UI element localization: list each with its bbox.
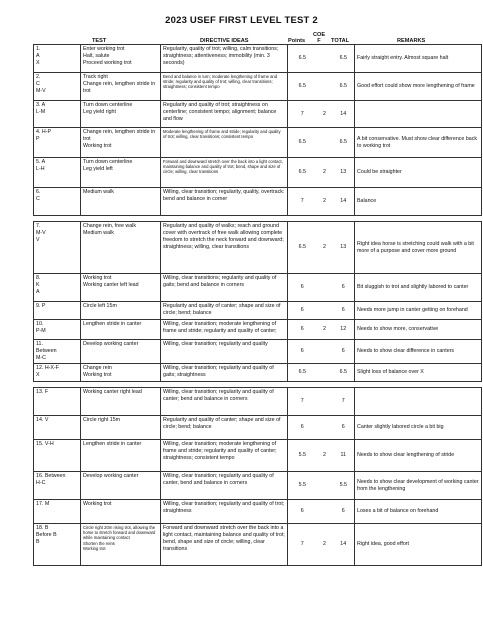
total-cell: 6.5 xyxy=(333,45,355,73)
total-cell: 5.5 xyxy=(333,472,355,500)
movement-row xyxy=(34,472,482,500)
points-cell: 7 xyxy=(288,524,317,566)
movement-letters: 10. P-M xyxy=(34,320,81,340)
points-cell: 6 xyxy=(288,340,317,364)
header-test: TEST xyxy=(92,38,107,44)
movement-row xyxy=(34,101,482,128)
movement-description: Develop working canter xyxy=(81,472,161,500)
remarks-cell xyxy=(355,388,482,416)
movement-row xyxy=(34,302,482,320)
header-directive: DIRECTIVE IDEAS xyxy=(200,38,249,44)
total-cell: 11 xyxy=(333,440,355,472)
coef-cell: 2 xyxy=(317,222,333,274)
directive-ideas: Willing, clear transition; regularity and quality of canter, bend and balance in corners xyxy=(161,472,288,500)
remarks-cell: Loses a bit of balance on forehand xyxy=(355,500,482,524)
directive-ideas: Regularity, quality of trot; willing, calm transitions; straightness; attentiveness; immobility (min. 3 seconds) xyxy=(161,45,288,73)
total-cell: 6.5 xyxy=(333,128,355,158)
movement-letters: 13. F xyxy=(34,388,81,416)
movement-row xyxy=(34,128,482,158)
remarks-cell: Bit sluggish to trot and slightly labored to canter xyxy=(355,274,482,302)
movement-row xyxy=(34,500,482,524)
total-cell: 14 xyxy=(333,188,355,216)
total-cell: 14 xyxy=(333,101,355,128)
movement-letters: 2. C M-V xyxy=(34,73,81,101)
movement-description: Medium walk xyxy=(81,188,161,216)
points-cell: 6.5 xyxy=(288,128,317,158)
remarks-cell: Fairly straight entry. Almost square halt xyxy=(355,45,482,73)
coef-cell xyxy=(317,500,333,524)
movement-letters: 15. V-H xyxy=(34,440,81,472)
points-cell: 7 xyxy=(288,388,317,416)
points-cell: 7 xyxy=(288,101,317,128)
remarks-cell: Good effort could show more lengthening of frame xyxy=(355,73,482,101)
movement-row xyxy=(34,388,482,416)
coef-cell xyxy=(317,302,333,320)
coef-cell: 2 xyxy=(317,524,333,566)
points-cell: 6.5 xyxy=(288,222,317,274)
total-cell: 6 xyxy=(333,302,355,320)
coef-cell: 2 xyxy=(317,158,333,188)
movement-letters: 14. V xyxy=(34,416,81,440)
movement-row xyxy=(34,364,482,382)
total-cell: 6 xyxy=(333,500,355,524)
total-cell: 14 xyxy=(333,524,355,566)
points-cell: 5.5 xyxy=(288,440,317,472)
points-cell: 6 xyxy=(288,302,317,320)
movement-letters: 7. M-V V xyxy=(34,222,81,274)
total-cell: 7 xyxy=(333,388,355,416)
directive-ideas: Willing, clear transitions; regularity and quality of gaits; bend and balance in corners xyxy=(161,274,288,302)
movement-row xyxy=(34,222,482,274)
remarks-cell: Right idea horse is stretching could walk with a bit more of a purpose and cover more ground xyxy=(355,222,482,274)
remarks-cell xyxy=(355,101,482,128)
movement-letters: 3. A L-M xyxy=(34,101,81,128)
movement-letters: 9. P xyxy=(34,302,81,320)
movement-letters: 1. A X xyxy=(34,45,81,73)
movement-letters: 6. C xyxy=(34,188,81,216)
directive-ideas: Willing, clear transition; regularity and quality xyxy=(161,340,288,364)
directive-ideas: Bend and balance in turn; moderate lengthening of frame and stride; regularity and quality of trot; willing, clear transitions; straightness; consistent tempo xyxy=(161,73,288,101)
header-coef: COE F xyxy=(312,32,326,44)
movement-description: Change rein, free walk Medium walk xyxy=(81,222,161,274)
directive-ideas: Forward and downward stretch over the back into a light contact, maintaining balance and quality of trot; bend, shape and size of circle; willing, clear transitions xyxy=(161,524,288,566)
movement-letters: 12. H-X-F X xyxy=(34,364,81,382)
movement-letters: 11. Between M-C xyxy=(34,340,81,364)
movement-letters: 16. Between H-C xyxy=(34,472,81,500)
coef-cell: 2 xyxy=(317,320,333,340)
remarks-cell: Needs to show clear lengthening of stride xyxy=(355,440,482,472)
movement-row xyxy=(34,45,482,73)
header-points: Points xyxy=(288,38,306,44)
total-cell: 6.5 xyxy=(333,364,355,382)
movement-description: Working canter right lead xyxy=(81,388,161,416)
remarks-cell: Canter slightly labored circle a bit big xyxy=(355,416,482,440)
remarks-cell: A bit conservative. Must show clear difference back to working trot xyxy=(355,128,482,158)
points-cell: 6.5 xyxy=(288,364,317,382)
directive-ideas: Willing, clear transition; moderate lengthening of frame and stride; regularity and quality of canter; xyxy=(161,320,288,340)
movement-description: Enter working trot Halt, salute Proceed working trot xyxy=(81,45,161,73)
coef-cell xyxy=(317,73,333,101)
directive-ideas: Willing, clear transition; regularity and quality of canter; bend and balance in corners xyxy=(161,388,288,416)
total-cell: 6 xyxy=(333,274,355,302)
points-cell: 6.5 xyxy=(288,45,317,73)
remarks-cell: Needs to show more, conservative xyxy=(355,320,482,340)
remarks-cell: Balance xyxy=(355,188,482,216)
coef-cell xyxy=(317,274,333,302)
movement-description: Lengthen stride in canter xyxy=(81,320,161,340)
movement-letters: 8. K A xyxy=(34,274,81,302)
header-total: TOTAL xyxy=(331,38,350,44)
coef-cell xyxy=(317,340,333,364)
movement-letters: 17. M xyxy=(34,500,81,524)
movement-row xyxy=(34,158,482,188)
directive-ideas: Willing, clear transition; regularity and quality of gaits; straightness xyxy=(161,364,288,382)
directive-ideas: Willing, clear transition; regularity, quality, overtrack: bend and balance in corner xyxy=(161,188,288,216)
test-title: 2023 USEF FIRST LEVEL TEST 2 xyxy=(165,15,318,26)
movement-row xyxy=(34,340,482,364)
total-cell: 13 xyxy=(333,222,355,274)
movement-row xyxy=(34,274,482,302)
coef-cell: 2 xyxy=(317,101,333,128)
movement-row xyxy=(34,440,482,472)
points-cell: 5.5 xyxy=(288,472,317,500)
movement-description: Working trot Working canter left lead xyxy=(81,274,161,302)
total-cell: 13 xyxy=(333,158,355,188)
movement-row xyxy=(34,524,482,566)
total-cell: 12 xyxy=(333,320,355,340)
total-cell: 6.5 xyxy=(333,73,355,101)
remarks-cell: Slight loss of balance over X xyxy=(355,364,482,382)
coef-cell xyxy=(317,128,333,158)
score-table xyxy=(33,44,482,566)
movement-description: Circle left 15m xyxy=(81,302,161,320)
coef-cell: 2 xyxy=(317,188,333,216)
movement-letters: 18. B Before B B xyxy=(34,524,81,566)
directive-ideas: Willing, clear transition; regularity and quality of trot; straightness xyxy=(161,500,288,524)
movement-description: Circle right 20m rising trot, allowing the horse to stretch forward and downward while maintaining contact Shorten the reins Working trot xyxy=(81,524,161,566)
movement-letters: 4. H-P P xyxy=(34,128,81,158)
movement-description: Working trot xyxy=(81,500,161,524)
movement-row xyxy=(34,416,482,440)
movement-description: Track right Change rein, lengthen stride in trot xyxy=(81,73,161,101)
movement-description: Circle right 15m xyxy=(81,416,161,440)
movement-description: Change rein, lengthen stride in trot Working trot xyxy=(81,128,161,158)
directive-ideas: Willing, clear transition; moderate lengthening of frame and stride; regularity and quality of canter; straightness; consistent tempo xyxy=(161,440,288,472)
points-cell: 6.5 xyxy=(288,73,317,101)
header-remarks: REMARKS xyxy=(397,38,426,44)
movement-description: Lengthen stride in canter xyxy=(81,440,161,472)
movement-row xyxy=(34,188,482,216)
remarks-cell: Right idea, good effort xyxy=(355,524,482,566)
remarks-cell: Could be straighter xyxy=(355,158,482,188)
directive-ideas: Moderate lengthening of frame and stride; regularity and quality of trot; willing, clear transitions; consistent tempo xyxy=(161,128,288,158)
remarks-cell: Needs to show clear difference in canters xyxy=(355,340,482,364)
movement-description: Develop working canter xyxy=(81,340,161,364)
points-cell: 6.5 xyxy=(288,158,317,188)
movement-description: Turn down centerline Leg yield right xyxy=(81,101,161,128)
directive-ideas: Regularity and quality of walks; reach and ground cover with overtrack of free walk allowing complete freedom to stretch the neck forward and downward; straightness; willing, clear transitions xyxy=(161,222,288,274)
total-cell: 6 xyxy=(333,416,355,440)
remarks-cell: Needs to show clear development of working canter from the lengthening xyxy=(355,472,482,500)
points-cell: 7 xyxy=(288,188,317,216)
directive-ideas: Regularity and quality of canter; shape and size of circle; bend; balance xyxy=(161,416,288,440)
points-cell: 6 xyxy=(288,320,317,340)
movement-description: Change rein Working trot xyxy=(81,364,161,382)
points-cell: 6 xyxy=(288,416,317,440)
movement-row xyxy=(34,73,482,101)
coef-cell xyxy=(317,416,333,440)
points-cell: 6 xyxy=(288,500,317,524)
total-cell: 6 xyxy=(333,340,355,364)
directive-ideas: Regularity and quality of trot; straightness on centerline; consistent tempo; alignment; balance and flow xyxy=(161,101,288,128)
coef-cell xyxy=(317,472,333,500)
coef-cell: 2 xyxy=(317,440,333,472)
directive-ideas: Forward and downward stretch over the back into a light contact, maintaining balance and quality of trot; bend, shape and size of circle; willing, clear transitions xyxy=(161,158,288,188)
coef-cell xyxy=(317,388,333,416)
points-cell: 6 xyxy=(288,274,317,302)
directive-ideas: Regularity and quality of canter; shape and size of circle; bend; balance xyxy=(161,302,288,320)
remarks-cell: Needs more jump in canter getting on forehand xyxy=(355,302,482,320)
movement-letters: 5. A L-H xyxy=(34,158,81,188)
coef-cell xyxy=(317,45,333,73)
movement-row xyxy=(34,320,482,340)
movement-description: Turn down centerline Leg yield left xyxy=(81,158,161,188)
coef-cell xyxy=(317,364,333,382)
